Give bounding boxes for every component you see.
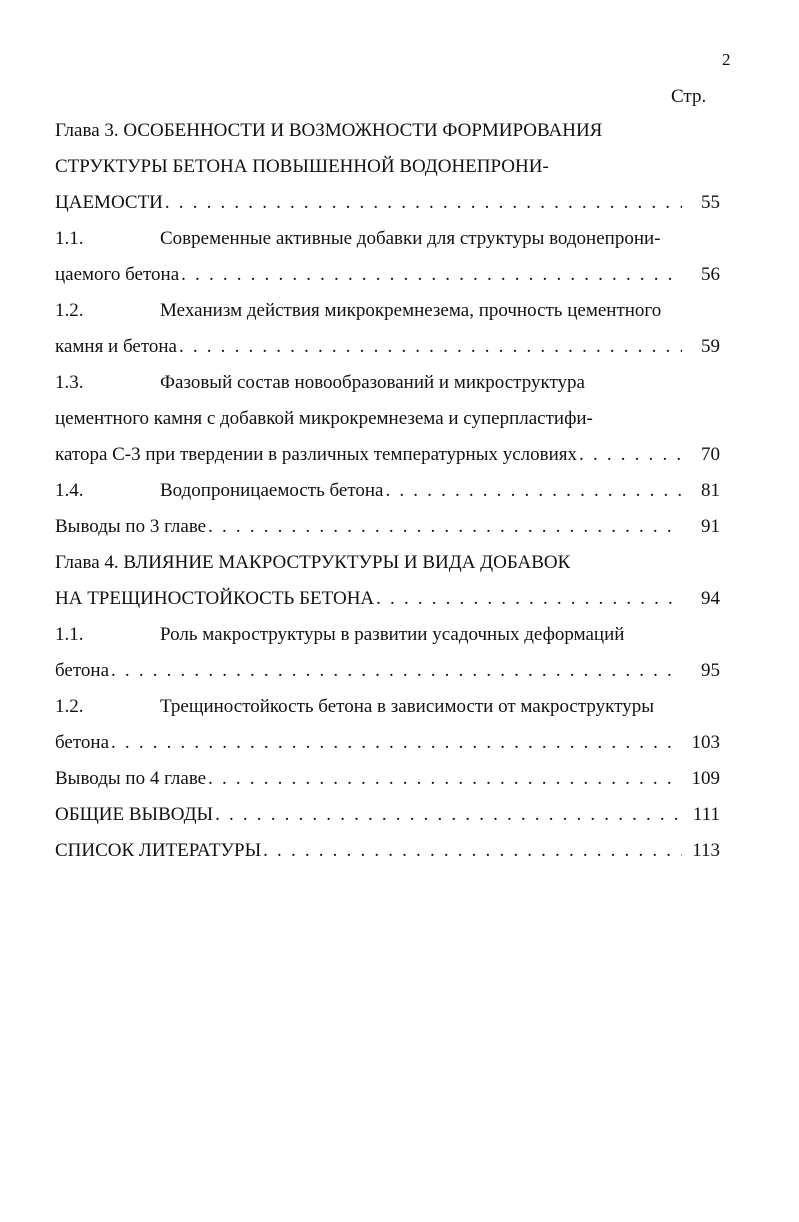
toc-entry-section-3-2-cont [55, 329, 720, 365]
toc-line-text: Роль макроструктуры в развитии усадочных деформаций [160, 624, 625, 645]
section-number: 1.1. [55, 624, 84, 645]
toc-line-text: ОБЩИЕ ВЫВОДЫ [55, 804, 214, 825]
dot-leader [263, 833, 682, 869]
toc-line-text: СТРУКТУРЫ БЕТОНА ПОВЫШЕННОЙ ВОДОНЕПРОНИ- [55, 156, 549, 177]
toc-line-chapter-3-title [55, 113, 720, 149]
dot-leader [579, 437, 682, 473]
section-number: 1.4. [55, 480, 84, 501]
toc-line-text: бетона [55, 660, 110, 681]
toc-line-text: Выводы по 3 главе [55, 516, 207, 537]
toc-line-text: Трещиностойкость бетона в зависимости от макроструктуры [160, 696, 654, 717]
dot-leader [179, 329, 682, 365]
toc-page-number: 70 [701, 444, 720, 465]
toc-line-text: цаемого бетона [55, 264, 180, 285]
toc-page-number: 103 [691, 732, 720, 753]
dot-leader [111, 653, 682, 689]
section-number: 1.3. [55, 372, 84, 393]
toc-entry-section-4-1[interactable] [55, 617, 720, 653]
toc-line-text: НА ТРЕЩИНОСТОЙКОСТЬ БЕТОНА [55, 588, 375, 609]
toc-entry-conclusions-3[interactable] [55, 509, 720, 545]
toc-page-number: 94 [701, 588, 720, 609]
toc-line-chapter-4-title [55, 545, 720, 581]
section-number: 1.2. [55, 300, 84, 321]
toc-line-text: цементного камня с добавкой микрокремнезема и суперпластифи- [55, 408, 593, 429]
dot-leader [385, 473, 682, 509]
toc-line-text: Водопроницаемость бетона [160, 480, 384, 501]
toc-line-text: Фазовый состав новообразований и микроструктура [160, 372, 585, 393]
toc-page-number: 111 [692, 804, 720, 825]
dot-leader [376, 581, 682, 617]
toc-page-number: 56 [701, 264, 720, 285]
toc-page-number: 95 [701, 660, 720, 681]
toc-entry-chapter-4[interactable] [55, 581, 720, 617]
dot-leader [111, 725, 682, 761]
toc-line-text: камня и бетона [55, 336, 177, 357]
toc-line-text: Глава 3. ОСОБЕННОСТИ И ВОЗМОЖНОСТИ ФОРМИРОВАНИЯ [55, 120, 603, 141]
dot-leader [181, 257, 682, 293]
toc-entry-section-4-1-cont [55, 653, 720, 689]
toc-entry-references[interactable] [55, 833, 720, 869]
toc-line-text: бетона [55, 732, 110, 753]
toc-page-number: 113 [692, 840, 720, 861]
page-column-label: Стр. [671, 86, 707, 107]
toc-entry-conclusions-4[interactable] [55, 761, 720, 797]
toc-page-number: 81 [701, 480, 720, 501]
toc-page-number: 59 [701, 336, 720, 357]
toc-line-text: Механизм действия микрокремнезема, прочность цементного [160, 300, 662, 321]
dot-leader [208, 761, 682, 797]
toc-entry-section-3-1-cont [55, 257, 720, 293]
toc-entry-section-4-2-cont [55, 725, 720, 761]
toc-entry-section-3-3-cont-2 [55, 437, 720, 473]
toc-line-chapter-3-title-cont [55, 149, 720, 185]
toc-line-text: Глава 4. ВЛИЯНИЕ МАКРОСТРУКТУРЫ И ВИДА ДОБАВОК [55, 552, 571, 573]
toc-entry-section-3-3-cont [55, 401, 720, 437]
toc-line-text: катора С-3 при твердении в различных температурных условиях [55, 444, 578, 465]
toc-entry-section-3-3[interactable] [55, 365, 720, 401]
table-of-contents [55, 113, 720, 869]
section-number: 1.1. [55, 228, 84, 249]
toc-page-number: 55 [701, 192, 720, 213]
toc-page-number: 109 [691, 768, 720, 789]
page-number: 2 [722, 50, 731, 69]
dot-leader [208, 509, 682, 545]
toc-entry-section-3-4[interactable] [55, 473, 720, 509]
section-number: 1.2. [55, 696, 84, 717]
toc-line-text: Выводы по 4 главе [55, 768, 207, 789]
dot-leader [165, 185, 682, 221]
toc-line-text: СПИСОК ЛИТЕРАТУРЫ [55, 840, 262, 861]
toc-entry-general-conclusions[interactable] [55, 797, 720, 833]
toc-page-number: 91 [701, 516, 720, 537]
toc-entry-chapter-3[interactable] [55, 185, 720, 221]
toc-entry-section-3-1[interactable] [55, 221, 720, 257]
toc-line-text: ЦАЕМОСТИ [55, 192, 163, 213]
dot-leader [215, 797, 682, 833]
toc-entry-section-4-2[interactable] [55, 689, 720, 725]
toc-entry-section-3-2[interactable] [55, 293, 720, 329]
toc-line-text: Современные активные добавки для структуры водонепрони- [160, 228, 661, 249]
